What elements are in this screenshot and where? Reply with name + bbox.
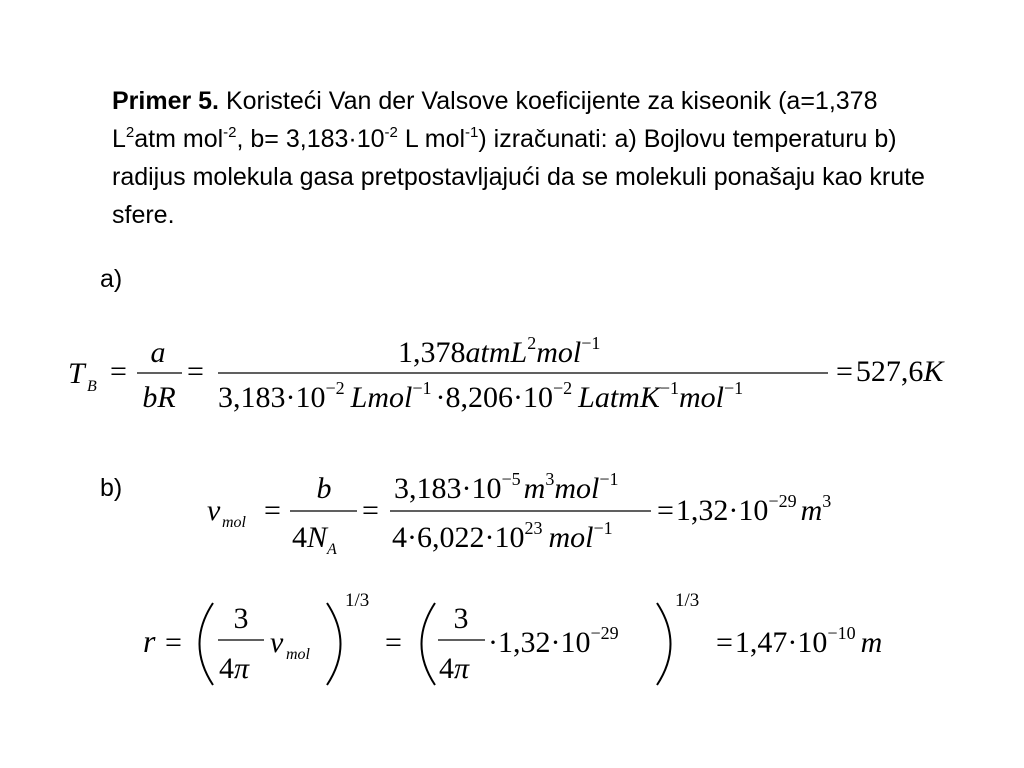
number: 4	[439, 652, 454, 685]
exponent: 1/3	[345, 590, 370, 611]
part-b-label: b)	[100, 474, 123, 502]
fraction-denominator	[439, 652, 470, 685]
superscript: -2	[384, 124, 398, 141]
subscript-mol: mol	[286, 646, 310, 663]
equals-sign: =	[165, 626, 182, 659]
number: 3,183·10	[218, 381, 326, 414]
equals-sign: =	[657, 494, 674, 527]
equals-sign: =	[264, 494, 281, 527]
superscript: −10	[827, 623, 856, 643]
equals-sign: =	[110, 355, 127, 388]
superscript: −1	[593, 518, 613, 538]
symbol-T: T	[68, 357, 85, 390]
superscript: −2	[325, 378, 345, 398]
fraction-numerator: b	[316, 472, 332, 505]
superscript: −1	[599, 469, 619, 489]
equals-sign: =	[716, 626, 733, 659]
subscript-B: B	[87, 378, 97, 395]
superscript: −1	[724, 378, 744, 398]
superscript: 3	[545, 469, 555, 489]
part-a-label: a)	[100, 265, 123, 293]
number: ·1,32·10	[488, 626, 591, 659]
fraction-numerator: a	[150, 336, 166, 369]
superscript: −1	[412, 378, 432, 398]
problem-text: L mol	[397, 125, 466, 153]
unit: atmL	[465, 336, 528, 369]
equals-sign: =	[187, 355, 204, 388]
problem-text: Koristeći Van der Valsove koeficijente za kiseonik (a=1,378 L	[112, 87, 878, 153]
number: 3,183·10	[394, 472, 502, 505]
problem-text: ) izračunati: a) Bojlovu temperaturu b) radijus molekula gasa pretpostavljajući da se molekuli ponašaju kao krute sfere.	[112, 125, 925, 229]
problem-text: , b= 3,183·10	[236, 125, 385, 153]
left-parenthesis	[422, 603, 436, 685]
right-parenthesis	[657, 603, 671, 685]
result	[716, 623, 882, 659]
fraction-denominator: bR	[142, 381, 176, 414]
unit: m	[860, 626, 883, 659]
symbol-pi: π	[454, 652, 470, 685]
superscript: −1	[581, 333, 601, 353]
unit: mol	[554, 472, 600, 505]
left-parenthesis	[200, 603, 214, 685]
unit: Lmol	[350, 381, 413, 414]
problem-heading: Primer 5.	[112, 87, 220, 115]
equals-sign: =	[362, 494, 379, 527]
number: 4	[219, 652, 234, 685]
unit: mol	[679, 381, 724, 414]
number: 527,6	[855, 355, 924, 388]
superscript: 3	[822, 491, 832, 511]
number: ·8,206·10	[435, 381, 553, 414]
superscript: −29	[768, 491, 797, 511]
fraction-numerator: 3	[233, 602, 249, 635]
symbol-v: v	[207, 494, 221, 527]
unit: LatmK	[578, 381, 660, 414]
unit: K	[923, 355, 944, 388]
exponent: 1/3	[675, 590, 700, 611]
symbol-N: N	[307, 521, 328, 554]
superscript: −2	[552, 378, 573, 398]
fraction-denominator	[219, 652, 250, 685]
equals-sign: =	[836, 355, 853, 388]
superscript: −1	[659, 378, 679, 398]
subscript-A: A	[327, 541, 337, 558]
superscript: 2	[527, 333, 537, 353]
superscript: 23	[524, 518, 543, 538]
unit: mol	[548, 521, 594, 554]
number: 4	[292, 521, 307, 554]
superscript: 2	[125, 124, 135, 141]
symbol-r: r	[143, 623, 156, 659]
equals-sign: =	[385, 626, 402, 659]
unit: m	[523, 472, 546, 505]
unit: m	[800, 494, 823, 527]
fraction-numerator: 3	[453, 602, 469, 635]
number: 1,47·10	[734, 626, 828, 659]
superscript: -1	[465, 124, 479, 141]
symbol-pi: π	[234, 652, 250, 685]
superscript: -2	[223, 124, 237, 141]
number: 1,32·10	[675, 494, 769, 527]
number: 4·6,022·10	[392, 521, 525, 554]
right-parenthesis	[327, 603, 341, 685]
problem-text: atm mol	[134, 125, 224, 153]
symbol-v: v	[270, 626, 284, 659]
superscript: −29	[590, 623, 619, 643]
unit: mol	[536, 336, 582, 369]
number: 1,378	[398, 336, 466, 369]
subscript-mol: mol	[222, 514, 246, 531]
superscript: −5	[501, 469, 521, 489]
radius-middle-term	[488, 623, 619, 659]
